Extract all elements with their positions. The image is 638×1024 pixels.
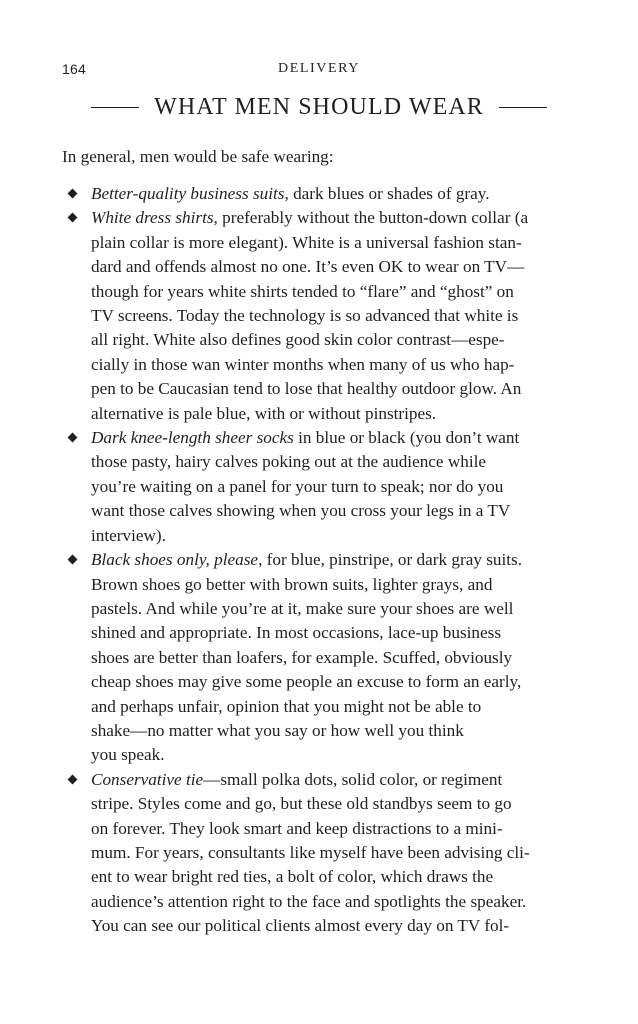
text-line: alternative is pale blue, with or without pinstripes. bbox=[91, 403, 437, 423]
text-line: dard and offends almost no one. It’s even OK to wear on TV— bbox=[91, 257, 525, 277]
text-line bbox=[91, 768, 582, 792]
list-item bbox=[62, 206, 582, 426]
text-line: Brown shoes go better with brown suits, lighter grays, and bbox=[91, 574, 493, 594]
text-line: shined and appropriate. In most occasions, lace-up business bbox=[91, 623, 502, 643]
text-line: interview). bbox=[91, 525, 166, 545]
bullet-text: , for blue, pinstripe, or dark gray suits. bbox=[258, 550, 523, 570]
diamond-bullet-icon bbox=[68, 213, 78, 223]
text-line: mum. For years, consultants like myself have been advising cli- bbox=[91, 842, 530, 862]
text-line bbox=[91, 548, 582, 572]
text-line: you speak. bbox=[91, 745, 165, 765]
text-line: you’re waiting on a panel for your turn to speak; nor do you bbox=[91, 476, 504, 496]
text-line bbox=[91, 426, 582, 450]
text-line: pen to be Caucasian tend to lose that healthy outdoor glow. An bbox=[91, 379, 522, 399]
page-number: 164 bbox=[62, 61, 86, 77]
heading-rule-right bbox=[499, 107, 547, 108]
bullet-lead: Conservative tie bbox=[91, 769, 204, 789]
bullet-text: —small polka dots, solid color, or regiment bbox=[203, 769, 503, 789]
bullet-lead: Better-quality business suits, bbox=[91, 184, 289, 203]
list-item bbox=[62, 548, 582, 768]
bullet-lead: White dress shirts, bbox=[91, 208, 218, 228]
text-line: You can see our political clients almost every day on TV fol- bbox=[91, 916, 510, 936]
diamond-bullet-icon bbox=[68, 433, 78, 443]
heading-text: WHAT MEN SHOULD WEAR bbox=[154, 94, 484, 120]
text-line: pastels. And while you’re at it, make sure your shoes are well bbox=[91, 598, 514, 618]
text-line: and perhaps unfair, opinion that you might not be able to bbox=[91, 696, 482, 716]
bullet-lead: Black shoes only, please bbox=[91, 550, 259, 570]
list-item bbox=[62, 182, 582, 206]
bullet-lead: Dark knee-length sheer socks bbox=[91, 428, 294, 448]
running-head: DELIVERY bbox=[277, 61, 360, 76]
text-line: plain collar is more elegant). White is a universal fashion stan- bbox=[91, 232, 522, 252]
diamond-bullet-icon bbox=[68, 774, 78, 784]
text-line: though for years white shirts tended to “flare” and “ghost” on bbox=[91, 281, 514, 301]
text-line: cheap shoes may give some people an excuse to form an early, bbox=[91, 672, 522, 692]
text-line: those pasty, hairy calves poking out at the audience while bbox=[91, 452, 487, 472]
text-line bbox=[91, 206, 582, 230]
text-line: audience’s attention right to the face and spotlights the speaker. bbox=[91, 891, 527, 911]
intro-paragraph: In general, men would be safe wearing: bbox=[62, 147, 334, 166]
text-line: ent to wear bright red ties, a bolt of color, which draws the bbox=[91, 867, 494, 887]
heading-rule-left bbox=[91, 107, 139, 108]
text-line: TV screens. Today the technology is so advanced that white is bbox=[91, 306, 519, 326]
bullet-text: in blue or black (you don’t want bbox=[293, 428, 520, 448]
list-item bbox=[62, 768, 582, 939]
text-line: stripe. Styles come and go, but these old standbys seem to go bbox=[91, 794, 512, 814]
diamond-bullet-icon bbox=[68, 189, 78, 199]
text-line: cially in those wan winter months when many of us who hap- bbox=[91, 354, 515, 374]
bullet-text: dark blues or shades of gray. bbox=[288, 184, 490, 203]
section-heading bbox=[62, 94, 576, 121]
text-line bbox=[91, 182, 582, 206]
text-line: shake—no matter what you say or how well you think bbox=[91, 720, 464, 740]
text-line: want those calves showing when you cross your legs in a TV bbox=[91, 501, 511, 521]
text-line: on forever. They look smart and keep distractions to a mini- bbox=[91, 818, 503, 838]
list-item bbox=[62, 426, 582, 548]
bullet-list bbox=[62, 182, 582, 939]
bullet-text: preferably without the button-down collar (a bbox=[217, 208, 529, 228]
text-line: all right. White also defines good skin color contrast—espe- bbox=[91, 330, 505, 350]
text-line: shoes are better than loafers, for example. Scuffed, obviously bbox=[91, 647, 513, 667]
diamond-bullet-icon bbox=[68, 555, 78, 565]
